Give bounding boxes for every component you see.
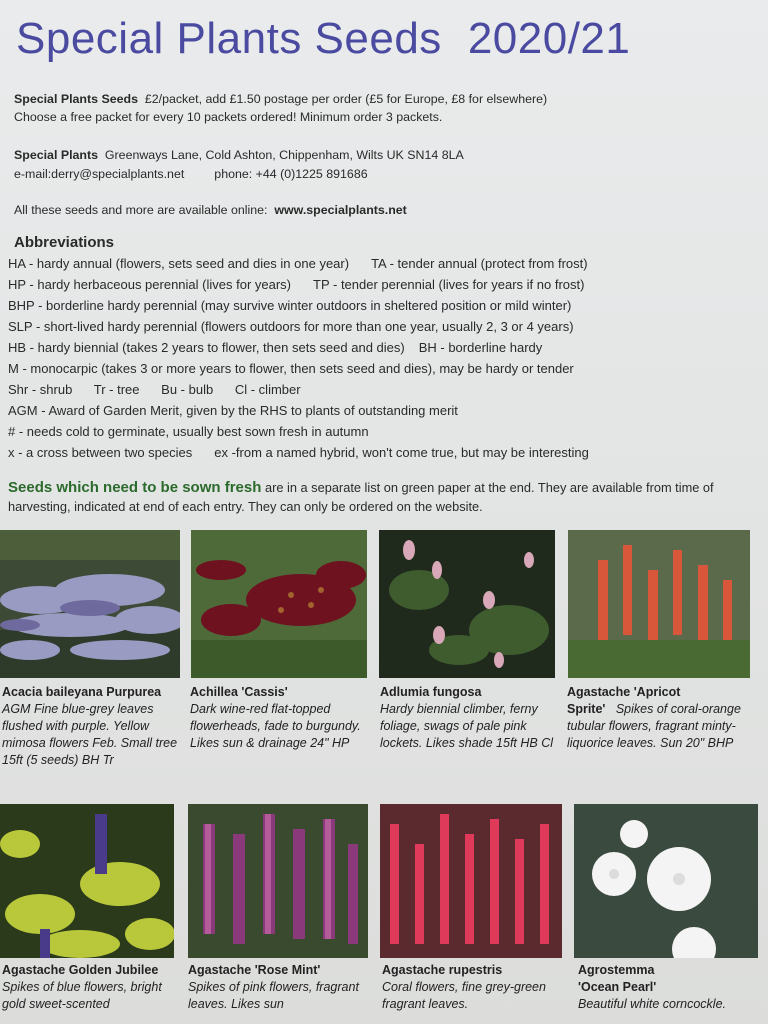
abbr-line-3: BHP - borderline hardy perennial (may survive winter outdoors in sheltered position or mild winter) — [8, 298, 572, 313]
abbr-text: TA - tender annual (protect from frost) — [371, 256, 588, 271]
title-year: 2020/21 — [467, 14, 631, 63]
abbreviations-heading: Abbreviations — [14, 234, 115, 251]
plant-caption — [567, 684, 757, 752]
address-label: Special Plants — [14, 148, 99, 162]
photo-adlumia — [379, 530, 555, 678]
plant-name: Agastache 'Apricot Sprite' — [567, 685, 681, 716]
sow-fresh-note — [8, 478, 728, 516]
plant-name: Adlumia fungosa — [380, 685, 482, 699]
plant-name: Agastache 'Rose Mint' — [188, 963, 321, 977]
plant-description: AGM Fine blue-grey leaves flushed with purple. Yellow mimosa flowers Feb. Small tree 15ft (5 seeds) BH Tr — [2, 702, 178, 767]
photo-agastache-apricot — [568, 530, 750, 678]
page-title — [16, 14, 630, 64]
contact-line — [14, 167, 368, 181]
plant-caption — [382, 962, 560, 1013]
photo-rupestris — [380, 804, 562, 958]
price-text: £2/packet, add £1.50 postage per order (£5 for Europe, £8 for elsewhere) — [144, 92, 548, 106]
abbr-line-8: AGM - Award of Garden Merit, given by the RHS to plants of outstanding merit — [8, 403, 458, 418]
abbr-text: ex -from a named hybrid, won't come true, but may be interesting — [214, 445, 589, 460]
abbr-text: HB - hardy biennial (takes 2 years to flower, then sets seed and dies) — [8, 340, 405, 355]
photo-golden-jubilee — [0, 804, 174, 958]
phone-text: phone: +44 (0)1225 891686 — [214, 167, 368, 181]
plant-name: Agrostemma 'Ocean Pearl' — [578, 963, 657, 994]
price-label: Special Plants Seeds — [14, 92, 138, 106]
price-line — [14, 92, 547, 106]
online-line — [14, 203, 407, 217]
plant-description: Dark wine-red flat-topped flowerheads, fade to burgundy. Likes sun & drainage 24" HP — [190, 702, 361, 750]
plant-caption — [188, 962, 368, 1013]
plant-caption — [578, 962, 726, 1013]
abbr-text: HP - hardy herbaceous perennial (lives for years) — [8, 277, 292, 292]
abbr-line-5 — [8, 340, 542, 355]
plant-name: Acacia baileyana Purpurea — [2, 685, 162, 699]
abbr-line-2 — [8, 277, 584, 292]
plant-name: Achillea 'Cassis' — [190, 685, 288, 699]
abbr-line-9: # - needs cold to germinate, usually best sown fresh in autumn — [8, 424, 369, 439]
plant-description: Spikes of blue flowers, bright gold sweet-scented — [2, 980, 162, 1011]
photo-acacia — [0, 530, 180, 678]
plant-description: Hardy biennial climber, ferny foliage, swags of pale pink lockets. Likes shade 15ft HB Cl — [380, 702, 553, 750]
address-line — [14, 148, 464, 162]
abbr-line-7: Shr - shrub Tr - tree Bu - bulb Cl - climber — [8, 382, 301, 397]
plant-description: Beautiful white corncockle. — [578, 997, 726, 1011]
sow-fresh-text: are in a separate list on green paper at the end. They are available from time of harvesting, indicated at end of each entry. They can only be ordered on the website. — [8, 480, 714, 514]
photo-ocean-pearl — [574, 804, 758, 958]
address-text: Greenways Lane, Cold Ashton, Chippenham, Wilts UK SN14 8LA — [104, 148, 464, 162]
photo-rose-mint — [188, 804, 368, 958]
plant-name: Agastache rupestris — [382, 963, 503, 977]
plant-description: Spikes of coral-orange tubular flowers, fragrant minty-liquorice leaves. Sun 20" BHP — [567, 702, 741, 750]
free-packet-line: Choose a free packet for every 10 packets ordered! Minimum order 3 packets. — [14, 110, 443, 124]
plant-description: Spikes of pink flowers, fragrant leaves. Likes sun — [188, 980, 359, 1011]
abbr-text: TP - tender perennial (lives for years if no frost) — [313, 277, 585, 292]
plant-caption — [2, 962, 184, 1013]
photo-achillea — [191, 530, 367, 678]
online-text: All these seeds and more are available online: — [14, 203, 268, 217]
abbr-text: BH - borderline hardy — [418, 340, 543, 355]
online-url[interactable]: www.specialplants.net — [274, 203, 407, 217]
plant-description: Coral flowers, fine grey-green fragrant leaves. — [382, 980, 546, 1011]
email-text[interactable]: e-mail:derry@specialplants.net — [14, 167, 185, 181]
abbr-text: x - a cross between two species — [8, 445, 193, 460]
plant-caption — [190, 684, 368, 752]
abbr-text: HA - hardy annual (flowers, sets seed and dies in one year) — [8, 256, 350, 271]
abbr-line-4: SLP - short-lived hardy perennial (flowers outdoors for more than one year, usually 2, 3 or 4 years) — [8, 319, 574, 334]
plant-name: Agastache Golden Jubilee — [2, 963, 159, 977]
sow-fresh-heading: Seeds which need to be sown fresh — [8, 479, 262, 496]
plant-caption — [380, 684, 556, 752]
abbr-line-1 — [8, 256, 588, 271]
title-text: Special Plants Seeds — [16, 14, 442, 63]
abbr-line-6: M - monocarpic (takes 3 or more years to flower, then sets seed and dies), may be hardy or tender — [8, 361, 574, 376]
plant-caption — [2, 684, 182, 769]
abbr-line-10 — [8, 445, 589, 460]
